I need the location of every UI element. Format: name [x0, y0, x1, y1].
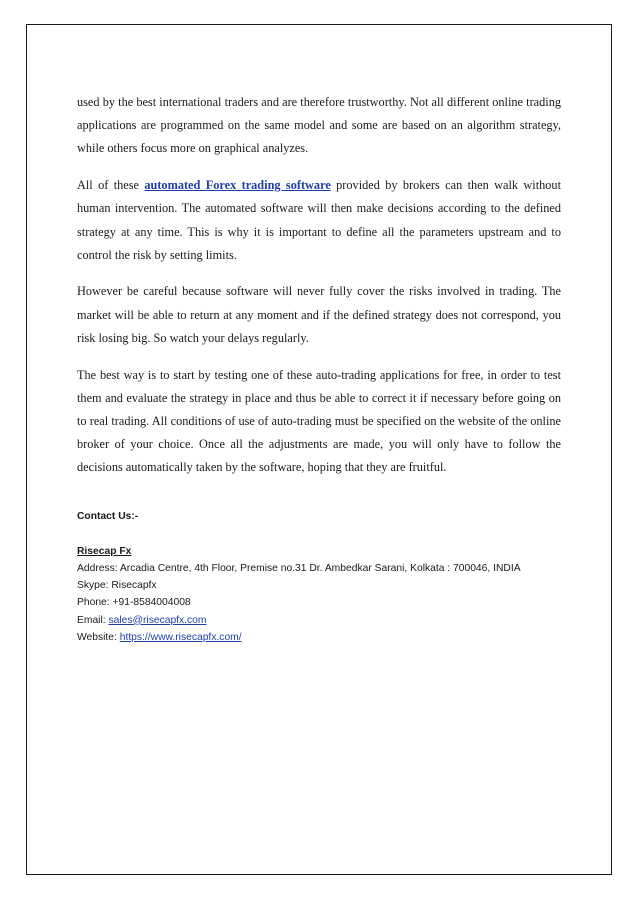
contact-heading: Contact Us:- — [77, 510, 139, 522]
company-name: Risecap Fx — [77, 545, 132, 557]
paragraph-2 — [77, 174, 561, 267]
website-link[interactable]: https://www.risecapfx.com/ — [119, 631, 242, 643]
paragraph-2-lead: All of these — [77, 178, 145, 193]
paragraph-3: However be careful because software will never fully cover the risks involved in trading. The market will be able to return at any moment and if the defined strategy does not correspond, you risk losing big. So watch your delays regularly. — [77, 284, 561, 345]
paragraph-2-rest: provided by brokers can then walk without human intervention. The automated software will then make decisions according to the defined strategy at any time. This is why it is important to define all the parameters upstream and to control the risk by setting limits. — [77, 178, 561, 262]
phone-line: Phone: +91-8584004008 — [77, 597, 191, 609]
website-label: Website: — [77, 631, 120, 643]
contact-section — [77, 508, 561, 646]
paragraph-4: The best way is to start by testing one of these auto-trading applications for free, in order to test them and evaluate the strategy in place and thus be able to correct it if necessary before going on to real trading. All conditions of use of auto-trading must be specified on the website of the online broker of your choice. Once all the adjustments are made, you will only have to follow the decisions automatically taken by the software, hoping that they are fruitful. — [77, 367, 561, 475]
forex-software-link[interactable]: automated Forex trading software — [144, 178, 331, 193]
document-body — [77, 91, 561, 646]
email-line — [77, 612, 561, 629]
skype-line: Skype: Risecapfx — [77, 580, 157, 592]
paragraph-1: used by the best international traders and are therefore trustworthy. Not all different online trading applications are programmed on the same model and some are based on an algorithm strategy, while others focus more on graphical analyzes. — [77, 95, 561, 156]
email-label: Email: — [77, 614, 109, 626]
email-link[interactable]: sales@risecapfx.com — [108, 614, 207, 626]
address-line: Address: Arcadia Centre, 4th Floor, Premise no.31 Dr. Ambedkar Sarani, Kolkata : 700046, INDIA — [77, 562, 521, 574]
website-line — [77, 629, 561, 646]
